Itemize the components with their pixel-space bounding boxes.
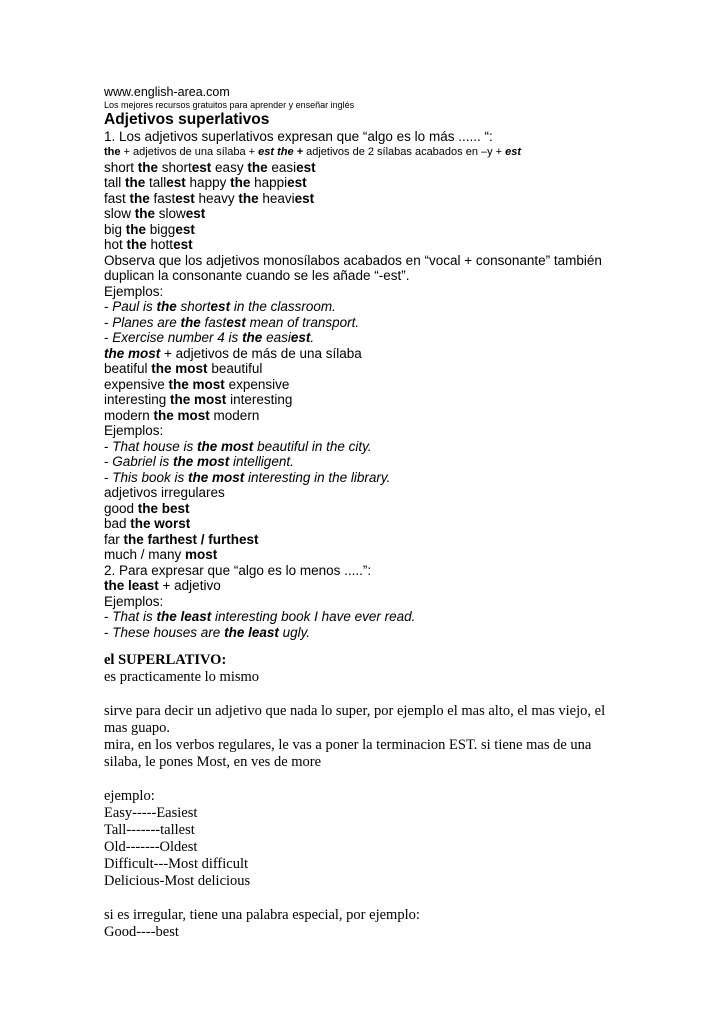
most-rule: the most + adjetivos de más de una sílaba xyxy=(104,345,362,361)
most-pair: interesting the most interesting xyxy=(104,392,293,407)
most-pair: expensive the most expensive xyxy=(104,376,290,392)
answer-heading: el SUPERLATIVO: xyxy=(104,652,227,668)
answer-example: Difficult---Most difficult xyxy=(104,856,249,872)
page-title: Adjetivos superlativos xyxy=(104,111,270,128)
pair-line: slow the slowest xyxy=(104,206,206,221)
part1-intro: 1. Los adjetivos superlativos expresan que “algo es lo más ...... “: xyxy=(104,129,493,144)
answer-example: Tall-------tallest xyxy=(104,822,195,838)
examples-label: Ejemplos: xyxy=(104,593,164,609)
example-line: - Exercise number 4 is the easiest. xyxy=(104,330,315,345)
most-pair: modern the most modern xyxy=(104,407,260,423)
answer-para-line: silaba, le pones Most, en ves de more xyxy=(104,754,322,770)
site-tagline: Los mejores recursos gratuitos para aprender y enseñar inglés xyxy=(104,100,355,110)
answer-line: es practicamente lo mismo xyxy=(104,669,260,685)
most-pair: beatiful the most beautiful xyxy=(104,361,263,376)
spacer xyxy=(104,686,605,703)
spacer xyxy=(104,890,605,907)
example-line: - That is the least interesting book I have ever read. xyxy=(104,609,416,624)
irregular-pair: bad the worst xyxy=(104,516,191,531)
pair-line: big the biggest xyxy=(104,221,195,237)
examples-label: Ejemplos: xyxy=(104,423,164,438)
note-line: Observa que los adjetivos monosílabos acabados en “vocal + consonante” también xyxy=(104,252,602,268)
example-line: - That house is the most beautiful in the city. xyxy=(104,438,372,454)
irregular-pair: far the farthest / furthest xyxy=(104,531,259,547)
rule-text-2: adjetivos de 2 sílabas acabados en –y + xyxy=(303,145,506,158)
rule-est-the: est the + xyxy=(258,145,304,158)
pair-line: short the shortest easy the easiest xyxy=(104,159,316,175)
answer-para-line: mira, en los verbos regulares, le vas a poner la terminacion EST. si tiene mas de una xyxy=(104,737,592,753)
answer-example: Easy-----Easiest xyxy=(104,805,198,821)
site-url[interactable]: www.english-area.com xyxy=(104,85,230,99)
part1-rule xyxy=(104,145,602,160)
spacer xyxy=(104,771,605,788)
answer-example-label: ejemplo: xyxy=(104,788,155,804)
answer-para-line: sirve para decir un adjetivo que nada lo super, por ejemplo el mas alto, el mas viejo, el xyxy=(104,703,606,719)
part2-intro: 2. Para expresar que “algo es lo menos .....”: xyxy=(104,562,372,578)
pair-line: fast the fastest heavy the heaviest xyxy=(104,190,315,206)
example-line: - Paul is the shortest in the classroom. xyxy=(104,299,336,314)
rule-est: est xyxy=(505,145,522,158)
pair-line: hot the hottest xyxy=(104,237,193,252)
example-line: - Planes are the fastest mean of transport. xyxy=(104,314,360,330)
answer-example: Delicious-Most delicious xyxy=(104,873,251,889)
answer-block xyxy=(104,652,605,941)
example-line: - These houses are the least ugly. xyxy=(104,624,311,640)
answer-para-line: mas guapo. xyxy=(104,720,171,736)
answer-last-line: Good----best xyxy=(104,924,179,940)
answer-irregular-line: si es irregular, tiene una palabra especial, por ejemplo: xyxy=(104,907,420,923)
handout-block xyxy=(104,85,602,640)
part2-rule: the least + adjetivo xyxy=(104,578,221,593)
irregular-pair: good the best xyxy=(104,500,190,516)
examples-label: Ejemplos: xyxy=(104,283,164,299)
rule-the: the xyxy=(104,145,121,158)
example-line: - Gabriel is the most intelligent. xyxy=(104,454,294,469)
pair-line: tall the tallest happy the happiest xyxy=(104,175,307,190)
irregular-label: adjetivos irregulares xyxy=(104,485,225,500)
rule-text-1: + adjetivos de una sílaba + xyxy=(120,145,259,158)
answer-example: Old-------Oldest xyxy=(104,839,198,855)
irregular-pair: much / many most xyxy=(104,547,218,562)
note-line: duplican la consonante cuando se les añade “-est”. xyxy=(104,268,410,283)
example-line: - This book is the most interesting in the library. xyxy=(104,469,391,485)
